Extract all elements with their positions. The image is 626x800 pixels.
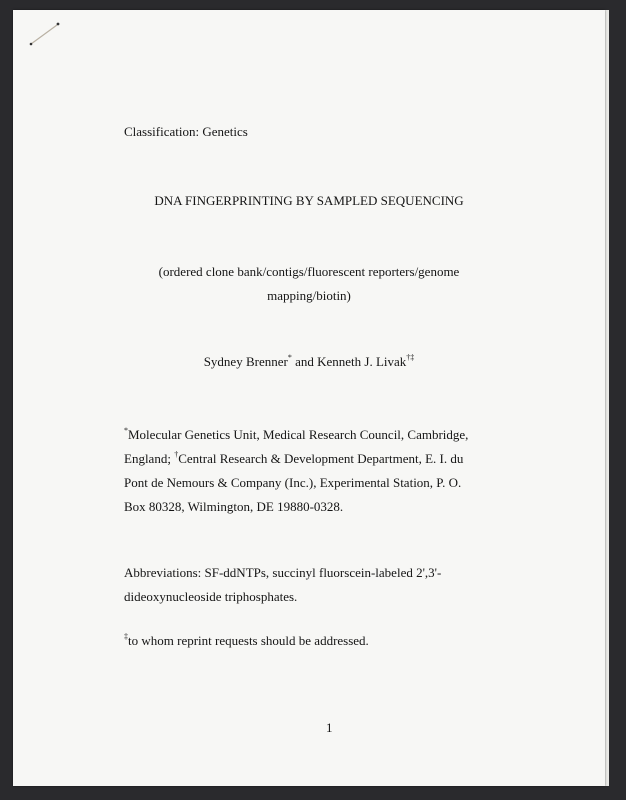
keywords-line-1: (ordered clone bank/contigs/fluorescent reporters/genome (158, 264, 460, 279)
affiliation-line-2: England; †Central Research & Development Department, E. I. du (124, 450, 464, 466)
paper-title: DNA FINGERPRINTING BY SAMPLED SEQUENCING (154, 193, 464, 208)
page-number: 1 (326, 720, 333, 735)
classification-label: Classification: Genetics (124, 124, 248, 139)
abbreviations-line-1: Abbreviations: SF-ddNTPs, succinyl fluorscein-labeled 2',3'- (124, 565, 442, 580)
reprint-note: ‡to whom reprint requests should be addressed. (124, 632, 369, 648)
affiliation-mark-1: * (124, 426, 128, 435)
affiliation-line-3: Pont de Nemours & Company (Inc.), Experimental Station, P. O. (124, 475, 462, 490)
affiliation-mark-2: † (174, 450, 179, 459)
affiliation-line-1: *Molecular Genetics Unit, Medical Research Council, Cambridge, (124, 426, 469, 442)
document-page (13, 10, 605, 786)
author2-footnote-marks: †‡ (406, 353, 415, 362)
paper-edge (605, 10, 609, 786)
authors-line (13, 354, 605, 370)
reprint-mark: ‡ (124, 632, 128, 641)
keywords-line-2: mapping/biotin) (267, 288, 351, 303)
pencil-mark-icon (27, 20, 63, 48)
abbreviations-line-2: dideoxynucleoside triphosphates. (124, 589, 298, 604)
author-connector: and Kenneth J. Livak (291, 354, 407, 369)
author-brenner: Sydney Brenner (203, 354, 288, 369)
author1-footnote-mark: * (287, 353, 292, 362)
affiliation-line-4: Box 80328, Wilmington, DE 19880-0328. (124, 499, 344, 514)
